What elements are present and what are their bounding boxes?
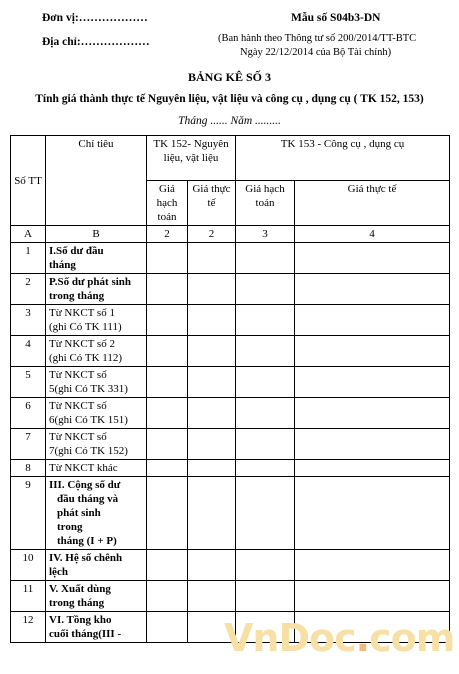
code-cell: 2	[147, 226, 188, 243]
chi-tieu-line: trong	[57, 521, 83, 533]
row-stt: 10	[11, 550, 46, 581]
chi-tieu-line: 7(ghi Có TK 152)	[49, 445, 128, 457]
code-cell: 3	[236, 226, 295, 243]
chi-tieu-line: Từ NKCT số 2	[49, 338, 115, 350]
value-cell[interactable]	[188, 305, 236, 336]
value-cell[interactable]	[188, 581, 236, 612]
value-cell[interactable]	[147, 398, 188, 429]
value-cell[interactable]	[147, 612, 188, 643]
row-stt: 5	[11, 367, 46, 398]
chi-tieu-line: V. Xuất dùng	[49, 583, 111, 595]
value-cell[interactable]	[147, 305, 188, 336]
value-cell[interactable]	[295, 477, 450, 550]
value-cell[interactable]	[295, 550, 450, 581]
value-cell[interactable]	[295, 274, 450, 305]
value-cell[interactable]	[236, 336, 295, 367]
chi-tieu-line: Từ NKCT số	[49, 400, 107, 412]
value-cell[interactable]	[188, 274, 236, 305]
row-stt: 6	[11, 398, 46, 429]
bang-ke-table	[10, 135, 450, 643]
table-row	[11, 305, 450, 336]
value-cell[interactable]	[236, 243, 295, 274]
chi-tieu-line: trong tháng	[49, 290, 105, 302]
value-cell[interactable]	[188, 398, 236, 429]
row-chi-tieu	[46, 612, 147, 643]
row-chi-tieu	[46, 398, 147, 429]
value-cell[interactable]	[147, 460, 188, 477]
row-chi-tieu	[46, 274, 147, 305]
vndoc-watermark	[224, 616, 454, 660]
chi-tieu-line: Từ NKCT số	[49, 431, 107, 443]
value-cell[interactable]	[236, 274, 295, 305]
don-vi-label: Đơn vị:………………	[42, 12, 148, 24]
header-chi-tieu: Chỉ tiêu	[46, 136, 147, 226]
value-cell[interactable]	[188, 243, 236, 274]
header-tk153: TK 153 - Công cụ , dụng cụ	[236, 136, 450, 181]
table-row	[11, 429, 450, 460]
chi-tieu-line: Từ NKCT khác	[49, 462, 118, 474]
header-tk152: TK 152- Nguyên liệu, vật liệu	[147, 136, 236, 181]
value-cell[interactable]	[188, 367, 236, 398]
row-chi-tieu	[46, 477, 147, 550]
chi-tieu-line: VI. Tồng kho	[49, 614, 112, 626]
value-cell[interactable]	[188, 336, 236, 367]
chi-tieu-line: IV. Hệ số chênh	[49, 552, 123, 564]
value-cell[interactable]	[295, 429, 450, 460]
value-cell[interactable]	[147, 581, 188, 612]
value-cell[interactable]	[295, 581, 450, 612]
page-subtitle: Tính giá thành thực tế Nguyên liệu, vật liệu và công cụ , dụng cụ ( TK 152, 153)	[35, 93, 424, 105]
value-cell[interactable]	[188, 550, 236, 581]
table-row	[11, 398, 450, 429]
watermark-part1: VnDoc	[224, 616, 356, 660]
value-cell[interactable]	[147, 477, 188, 550]
table-row	[11, 243, 450, 274]
chi-tieu-line: đầu tháng và	[57, 493, 119, 505]
table-row	[11, 367, 450, 398]
value-cell[interactable]	[236, 460, 295, 477]
code-cell: 2	[188, 226, 236, 243]
row-chi-tieu	[46, 243, 147, 274]
chi-tieu-line: tháng (I + P)	[57, 535, 117, 547]
chi-tieu-line: tháng	[49, 259, 76, 271]
value-cell[interactable]	[295, 305, 450, 336]
row-chi-tieu	[46, 550, 147, 581]
row-stt: 8	[11, 460, 46, 477]
subheader-gia-thuc-te-153: Giá thực tế	[295, 181, 450, 226]
value-cell[interactable]	[147, 243, 188, 274]
mau-so-label: Mẫu số S04b3-DN	[291, 12, 381, 24]
table-body	[11, 243, 450, 643]
value-cell[interactable]	[147, 550, 188, 581]
value-cell[interactable]	[147, 336, 188, 367]
chi-tieu-line: Từ NKCT số	[49, 369, 107, 381]
chi-tieu-line: (ghi Có TK 111)	[49, 321, 122, 333]
chi-tieu-line: I.Số dư đầu	[49, 245, 104, 257]
chi-tieu-line: lệch	[49, 566, 68, 578]
dia-chi-label: Địa chỉ:………………	[42, 36, 150, 48]
table-row	[11, 336, 450, 367]
value-cell[interactable]	[188, 477, 236, 550]
ban-hanh-line2: Ngày 22/12/2014 của Bộ Tài chính)	[240, 47, 392, 58]
value-cell[interactable]	[295, 243, 450, 274]
row-stt: 7	[11, 429, 46, 460]
chi-tieu-line: 5(ghi Có TK 331)	[49, 383, 128, 395]
chi-tieu-line: 6(ghi Có TK 151)	[49, 414, 128, 426]
period-line: Tháng ...... Năm .........	[178, 115, 281, 127]
row-chi-tieu	[46, 581, 147, 612]
subheader-gia-hach-toan-153: Giá hạch toán	[236, 181, 295, 226]
row-chi-tieu	[46, 460, 147, 477]
chi-tieu-line: III. Cộng số dư	[49, 479, 121, 491]
row-stt: 9	[11, 477, 46, 550]
value-cell[interactable]	[188, 460, 236, 477]
value-cell[interactable]	[236, 581, 295, 612]
value-cell[interactable]	[147, 274, 188, 305]
value-cell[interactable]	[188, 429, 236, 460]
value-cell[interactable]	[295, 367, 450, 398]
code-cell: 4	[295, 226, 450, 243]
header-stt: Số TT	[11, 136, 46, 226]
row-chi-tieu	[46, 305, 147, 336]
chi-tieu-line: trong tháng	[49, 597, 105, 609]
subheader-gia-hach-toan-152: Giá hạch toán	[147, 181, 188, 226]
subheader-gia-thuc-te-152: Giá thực tế	[188, 181, 236, 226]
value-cell[interactable]	[236, 305, 295, 336]
row-stt: 12	[11, 612, 46, 643]
table-row	[11, 477, 450, 550]
table-row	[11, 274, 450, 305]
value-cell[interactable]	[295, 336, 450, 367]
code-cell: B	[46, 226, 147, 243]
chi-tieu-line: phát sinh	[57, 507, 101, 519]
value-cell[interactable]	[236, 429, 295, 460]
row-stt: 2	[11, 274, 46, 305]
row-chi-tieu	[46, 429, 147, 460]
chi-tieu-line: P.Số dư phát sinh	[49, 276, 132, 288]
chi-tieu-line: (ghi Có TK 112)	[49, 352, 123, 364]
row-stt: 3	[11, 305, 46, 336]
value-cell[interactable]	[147, 367, 188, 398]
row-chi-tieu	[46, 336, 147, 367]
chi-tieu-line: Từ NKCT số 1	[49, 307, 115, 319]
page-title: BẢNG KÊ SỐ 3	[187, 70, 271, 84]
row-stt: 1	[11, 243, 46, 274]
table-row	[11, 550, 450, 581]
code-cell: A	[11, 226, 46, 243]
table-row	[11, 581, 450, 612]
value-cell[interactable]	[236, 367, 295, 398]
value-cell[interactable]	[295, 460, 450, 477]
value-cell[interactable]	[295, 398, 450, 429]
watermark-dot: .	[355, 616, 370, 660]
value-cell[interactable]	[236, 550, 295, 581]
value-cell[interactable]	[147, 429, 188, 460]
table-row	[11, 460, 450, 477]
ban-hanh-line1: (Ban hành theo Thông tư số 200/2014/TT-BTC	[218, 33, 417, 44]
watermark-part2: com	[369, 616, 455, 660]
row-stt: 4	[11, 336, 46, 367]
row-chi-tieu	[46, 367, 147, 398]
code-row	[11, 226, 450, 243]
value-cell[interactable]	[236, 398, 295, 429]
chi-tieu-line: cuối tháng(III -	[49, 628, 122, 640]
row-stt: 11	[11, 581, 46, 612]
value-cell[interactable]	[236, 477, 295, 550]
